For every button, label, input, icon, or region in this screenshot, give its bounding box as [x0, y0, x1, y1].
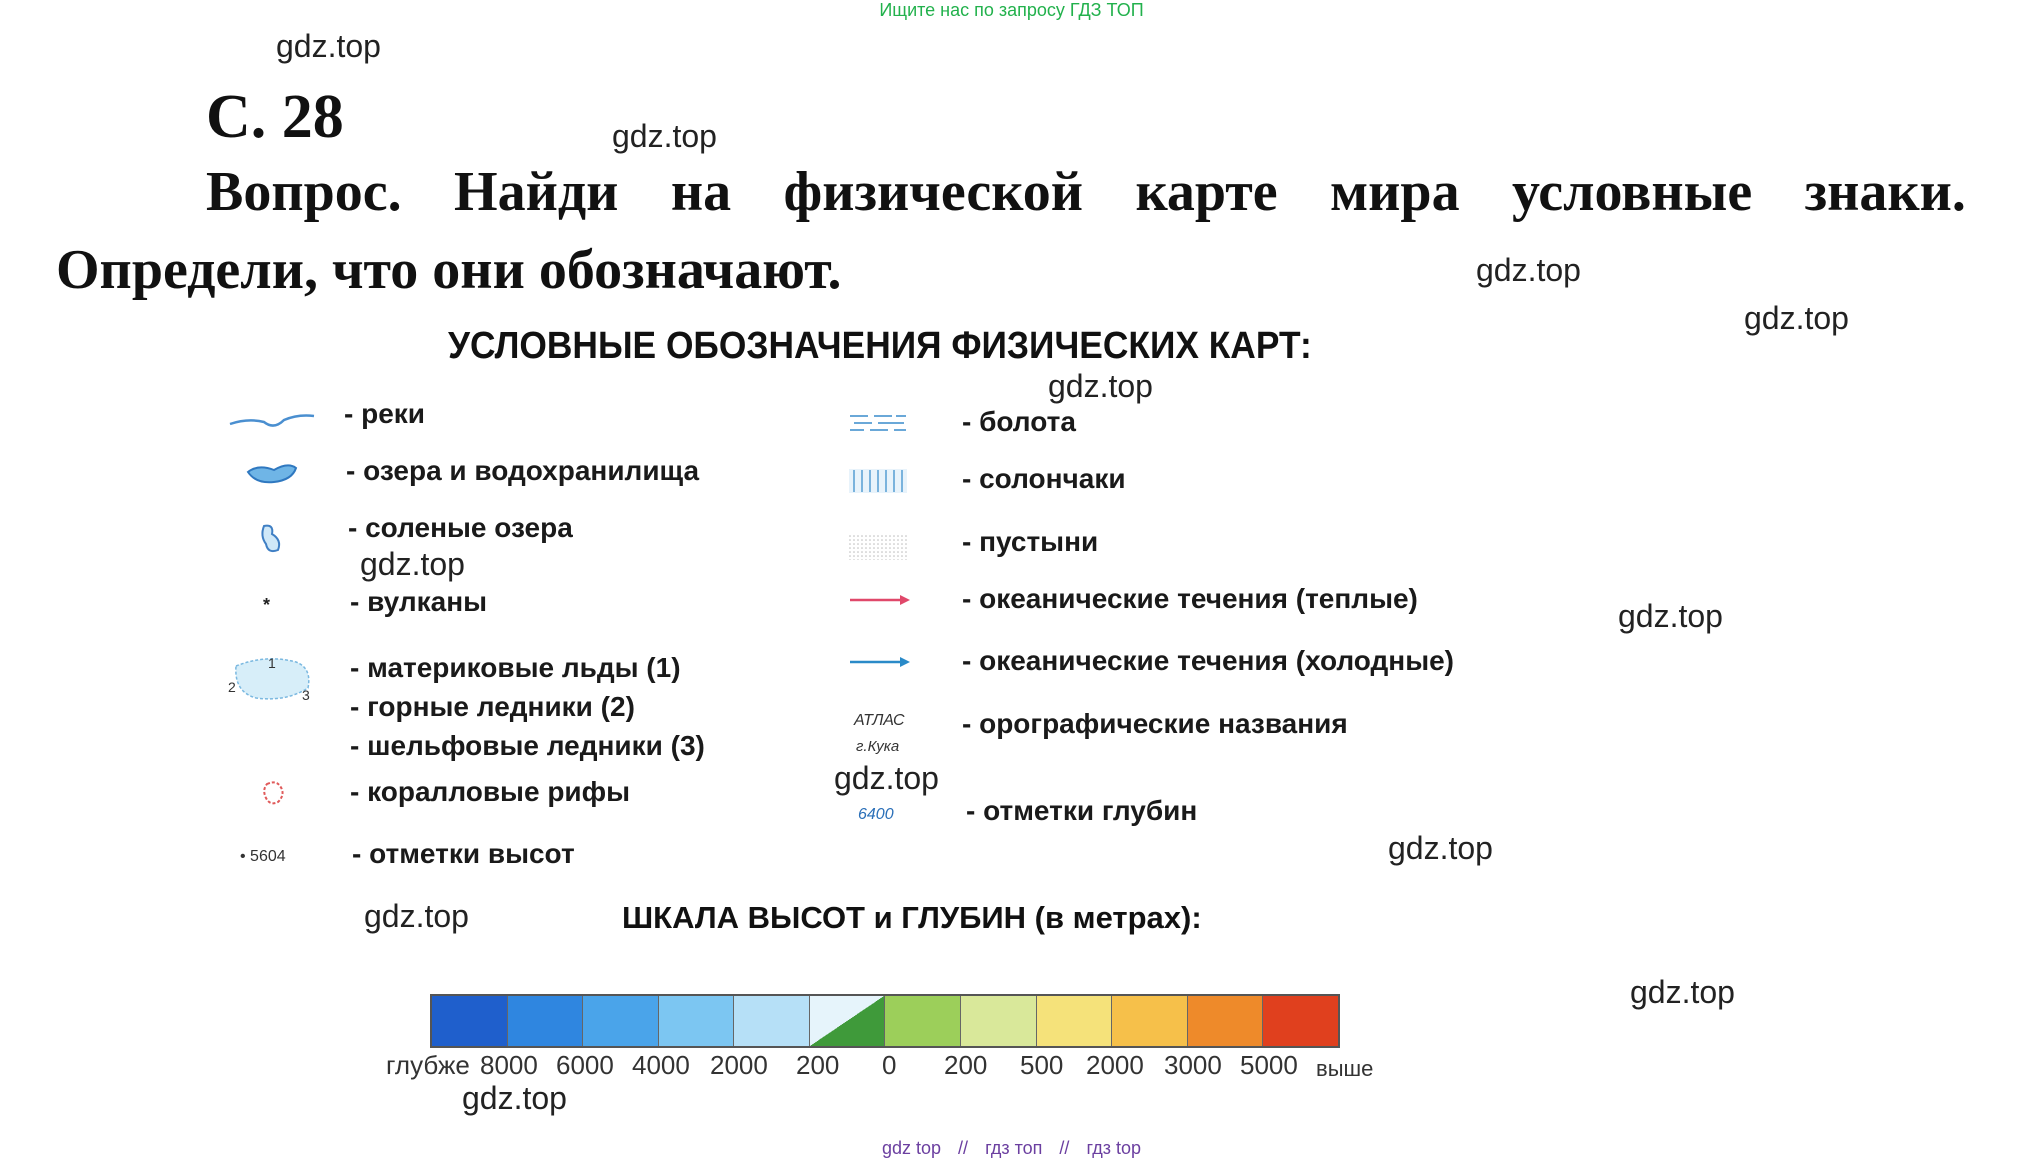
scale-segment — [659, 996, 735, 1046]
scale-title: ШКАЛА ВЫСОТ и ГЛУБИН (в метрах): — [622, 900, 1202, 935]
scale-segment — [1188, 996, 1264, 1046]
scale-tick: выше — [1316, 1056, 1374, 1081]
scale-tick: 4000 — [632, 1050, 690, 1080]
watermark: gdz.top — [1618, 598, 1723, 634]
depth-mark-icon: 6400 — [858, 806, 894, 823]
cold-current-icon — [848, 656, 912, 668]
ice-number: 3 — [302, 687, 310, 703]
salt-lake-icon — [258, 522, 286, 556]
question-word: мира — [1330, 161, 1460, 223]
scale-tick: 200 — [944, 1050, 988, 1080]
question-word: условные — [1511, 161, 1753, 223]
watermark: gdz.top — [1048, 368, 1153, 404]
legend-label-swamps: - болота — [962, 406, 1076, 437]
height-mark-icon: • 5604 — [240, 848, 286, 865]
svg-text:*: * — [263, 598, 271, 612]
footer-links — [0, 1138, 2023, 1159]
question-word: физической — [783, 161, 1084, 223]
lake-icon — [244, 460, 300, 486]
scale-tick: 2000 — [710, 1050, 768, 1080]
legend-label-height-marks: - отметки высот — [352, 838, 575, 869]
ice-number: 2 — [228, 679, 236, 695]
scale-tick: 6000 — [556, 1050, 614, 1080]
watermark: gdz.top — [612, 118, 717, 154]
page-number: С. 28 — [206, 83, 344, 151]
elevation-scale-bar — [430, 994, 1340, 1048]
scale-tick: 3000 — [1164, 1050, 1222, 1080]
footer-separator: // — [1059, 1138, 1070, 1158]
watermark: gdz.top — [834, 760, 939, 796]
legend-label-deserts: - пустыни — [962, 526, 1099, 557]
footer-link[interactable]: гдз top — [1086, 1138, 1141, 1158]
scale-segment — [583, 996, 659, 1046]
scale-segment — [885, 996, 961, 1046]
warm-current-icon — [848, 594, 912, 606]
scale-segment — [734, 996, 810, 1046]
question-word: знаки. — [1804, 161, 1966, 223]
ice-number: 1 — [268, 655, 276, 671]
river-icon — [228, 408, 316, 434]
watermark: gdz.top — [276, 28, 381, 64]
question-word: Вопрос. — [206, 161, 402, 223]
coral-reef-icon — [262, 780, 286, 806]
desert-icon — [848, 534, 908, 560]
watermark: gdz.top — [1388, 830, 1493, 866]
legend-label-salt-lakes: - соленые озера — [348, 512, 573, 543]
legend-label-ice-sheets: - материковые льды (1) — [350, 652, 681, 683]
scale-segment — [432, 996, 508, 1046]
legend-label-shelf-glaciers: - шельфовые ледники (3) — [350, 730, 705, 761]
volcano-icon — [262, 598, 276, 612]
legend-label-orographic-names: - орографические названия — [962, 708, 1348, 739]
legend-label-cold-currents: - океанические течения (холодные) — [962, 645, 1455, 676]
legend-label-warm-currents: - океанические течения (теплые) — [962, 583, 1418, 614]
footer-link[interactable]: гдз топ — [985, 1138, 1043, 1158]
watermark: gdz.top — [360, 546, 465, 582]
orographic-sample-peak: г.Кука — [856, 738, 900, 755]
scale-segment — [1037, 996, 1113, 1046]
legend-label-lakes: - озера и водохранилища — [346, 455, 700, 486]
scale-tick: глубже — [386, 1050, 470, 1080]
scale-segment — [1112, 996, 1188, 1046]
scale-segment — [508, 996, 584, 1046]
scale-tick: 8000 — [480, 1050, 538, 1080]
watermark: gdz.top — [1476, 252, 1581, 288]
watermark: gdz.top — [1630, 974, 1735, 1010]
watermark: gdz.top — [462, 1080, 567, 1116]
question-line-2: Определи, что они обозначают. — [56, 239, 842, 301]
swamp-icon — [848, 412, 908, 434]
legend-label-volcanoes: - вулканы — [350, 586, 488, 617]
legend-label-depth-marks: - отметки глубин — [966, 795, 1198, 826]
question-word: карте — [1135, 161, 1278, 223]
legend-label-mountain-glaciers: - горные ледники (2) — [350, 691, 635, 722]
question-word: Найди — [454, 161, 619, 223]
watermark: gdz.top — [364, 898, 469, 934]
legend-label-coral-reefs: - коралловые рифы — [350, 776, 631, 807]
scale-tick: 500 — [1020, 1050, 1064, 1080]
scale-segment — [961, 996, 1037, 1046]
salt-marsh-icon — [848, 468, 908, 494]
question-line-1 — [206, 160, 1966, 224]
legend-label-salt-marshes: - солончаки — [962, 463, 1126, 494]
legend-title: УСЛОВНЫЕ ОБОЗНАЧЕНИЯ ФИЗИЧЕСКИХ КАРТ: — [448, 325, 1312, 367]
ice-icon — [226, 652, 316, 706]
watermark: gdz.top — [1744, 300, 1849, 336]
scale-segment — [810, 996, 886, 1046]
legend-label-rivers: - реки — [344, 398, 426, 429]
scale-tick: 5000 — [1240, 1050, 1298, 1080]
scale-tick: 200 — [796, 1050, 840, 1080]
scale-tick: 2000 — [1086, 1050, 1144, 1080]
footer-separator: // — [958, 1138, 969, 1158]
search-hint: Ищите нас по запросу ГДЗ ТОП — [879, 0, 1144, 20]
footer-link[interactable]: gdz top — [881, 1138, 942, 1158]
scale-segment — [1263, 996, 1338, 1046]
orographic-name-icon: АТЛАС — [854, 712, 905, 729]
question-word: на — [670, 161, 732, 223]
scale-tick: 0 — [882, 1050, 897, 1080]
